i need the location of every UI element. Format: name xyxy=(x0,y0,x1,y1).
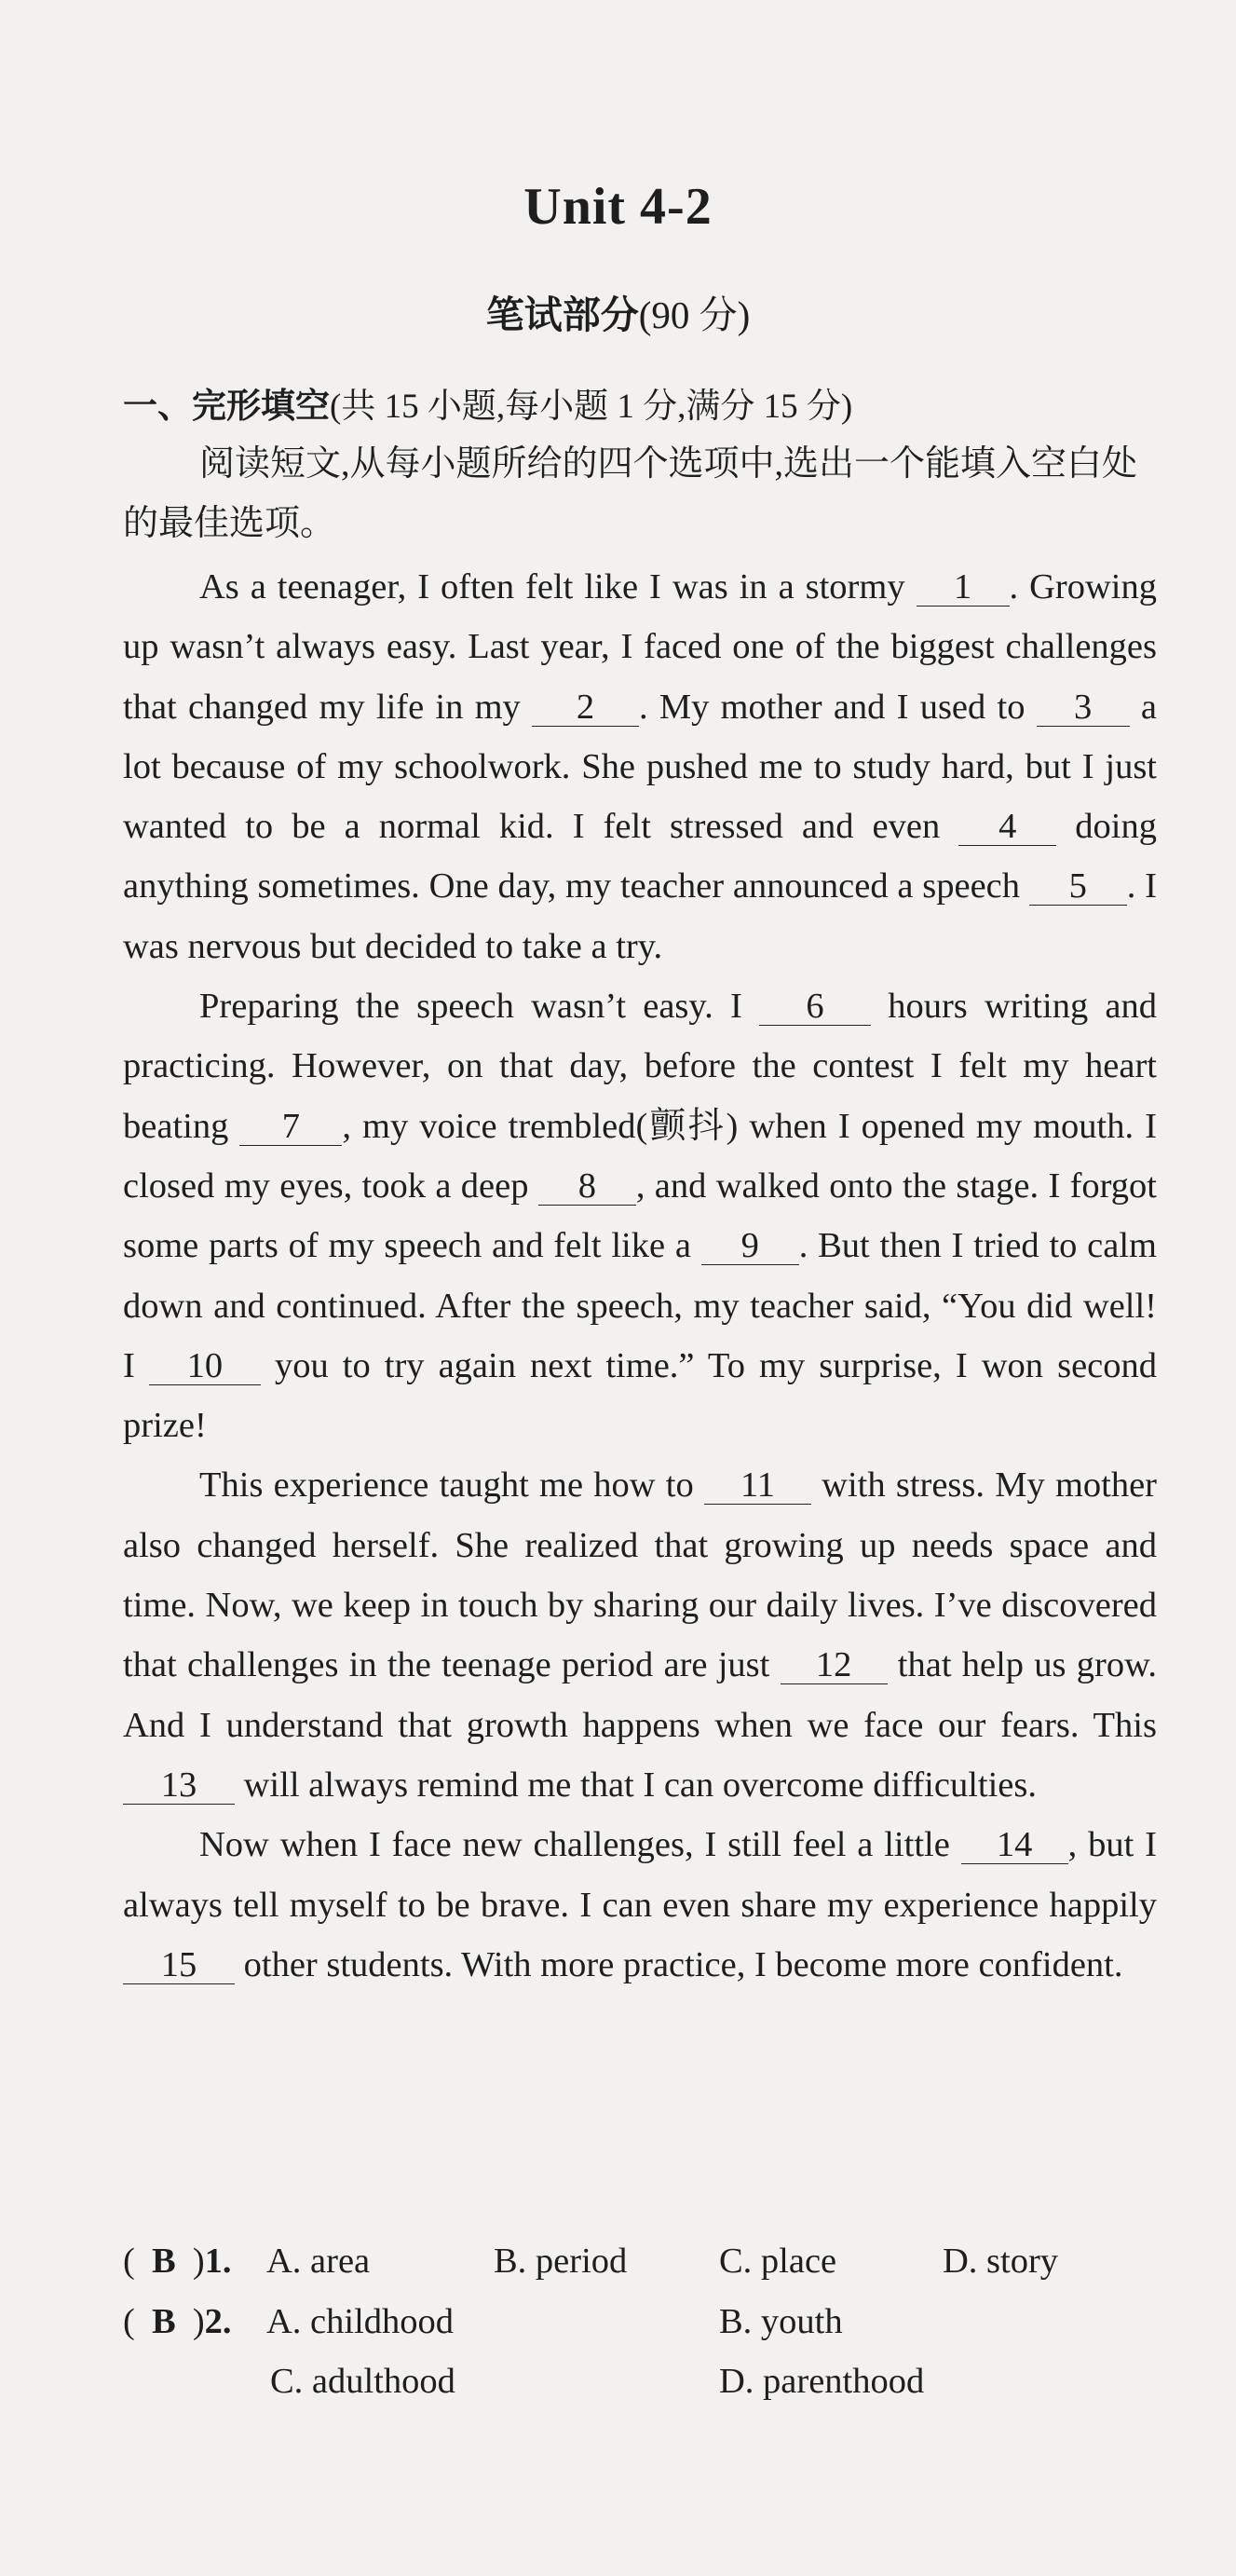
question-2-paren: ( B )2. xyxy=(123,2292,232,2352)
question-2-option-c[interactable]: C. adulthood xyxy=(270,2362,455,2401)
question-2-option-d[interactable]: D. parenthood xyxy=(719,2362,925,2401)
blank-2[interactable]: 2 xyxy=(532,688,639,727)
blank-1[interactable]: 1 xyxy=(917,568,1010,607)
blank-5[interactable]: 5 xyxy=(1029,867,1127,906)
instruction-text: 阅读短文,从每小题所给的四个选项中,选出一个能填入空白处的最佳选项。 xyxy=(123,444,1138,543)
blank-14[interactable]: 14 xyxy=(961,1826,1068,1864)
blank-13[interactable]: 13 xyxy=(123,1766,235,1805)
written-part-heading xyxy=(0,284,1236,339)
passage-paragraph-2: Preparing the speech wasn’t easy. I 6 hours writing and practicing. However, on that day, before the contest I felt my heart beating 7 , my voice trembled(颤抖) when I opened my mouth. I closed my eyes, took a deep 8 , and walked onto the stage. I forgot some parts of my speech and felt like a 9 . But then I tried to calm down and continued. After the speech, my teacher said, “You did well! I 10 you to try again next time.” To my surprise, I won second prize! xyxy=(123,987,1157,1446)
question-1-answer[interactable]: B xyxy=(151,2242,176,2281)
section-heading xyxy=(123,377,852,428)
blank-10[interactable]: 10 xyxy=(149,1347,261,1385)
question-2-row-2 xyxy=(123,2351,1157,2412)
written-part-label: 笔试部分 xyxy=(485,293,639,337)
question-1-paren: ( B )1. xyxy=(123,2231,232,2292)
passage-paragraph-1: As a teenager, I often felt like I was in a stormy 1 . Growing up wasn’t always easy. Last year, I faced one of the biggest challenges that changed my life in my 2 . My mother and I used to 3 a lot because of my schoolwork. She pushed me to study hard, but I just wanted to be a normal kid. I felt stressed and even 4 doing anything sometimes. One day, my teacher announced a speech 5 . I was nervous but decided to take a try. xyxy=(123,567,1157,966)
cloze-passage xyxy=(123,557,1157,1995)
passage-paragraph-3: This experience taught me how to 11 with stress. My mother also changed herself. She realized that growing up needs space and time. Now, we keep in touch by sharing our daily lives. I’ve discovered that challenges in the teenage period are just 12 that help us grow. And I understand that growth happens when we face our fears. This 13 will always remind me that I can overcome difficulties. xyxy=(123,1465,1158,1805)
question-options xyxy=(123,2231,1157,2412)
question-2-answer[interactable]: B xyxy=(151,2301,176,2341)
question-1-row xyxy=(123,2231,1157,2292)
section-label: 一、完形填空 xyxy=(123,386,330,426)
question-2-option-b[interactable]: B. youth xyxy=(719,2301,843,2341)
blank-11[interactable]: 11 xyxy=(704,1466,811,1505)
passage-paragraph-4: Now when I face new challenges, I still feel a little 14 , but I always tell myself to be brave. I can even share my experience happily 15 other students. With more practice, I become more confident. xyxy=(123,1825,1157,1984)
blank-4[interactable]: 4 xyxy=(958,808,1056,846)
blank-8[interactable]: 8 xyxy=(538,1167,636,1206)
blank-7[interactable]: 7 xyxy=(239,1108,342,1146)
blank-15[interactable]: 15 xyxy=(123,1946,235,1984)
question-2-option-a[interactable]: A. childhood xyxy=(266,2301,455,2341)
blank-12[interactable]: 12 xyxy=(781,1646,888,1684)
section-note: (共 15 小题,每小题 1 分,满分 15 分) xyxy=(330,388,853,426)
question-2-row xyxy=(123,2292,1157,2352)
question-1-option-b[interactable]: B. period xyxy=(494,2242,628,2281)
question-2-number: 2. xyxy=(204,2301,232,2341)
blank-9[interactable]: 9 xyxy=(701,1227,799,1265)
written-part-score: (90 分) xyxy=(638,293,751,336)
question-1-option-d[interactable]: D. story xyxy=(943,2242,1059,2281)
question-1-number: 1. xyxy=(204,2242,232,2281)
unit-title: Unit 4-2 xyxy=(523,178,713,236)
blank-3[interactable]: 3 xyxy=(1037,688,1130,727)
blank-6[interactable]: 6 xyxy=(759,988,871,1026)
question-1-option-c[interactable]: C. place xyxy=(719,2242,837,2281)
question-1-option-a[interactable]: A. area xyxy=(266,2242,371,2281)
